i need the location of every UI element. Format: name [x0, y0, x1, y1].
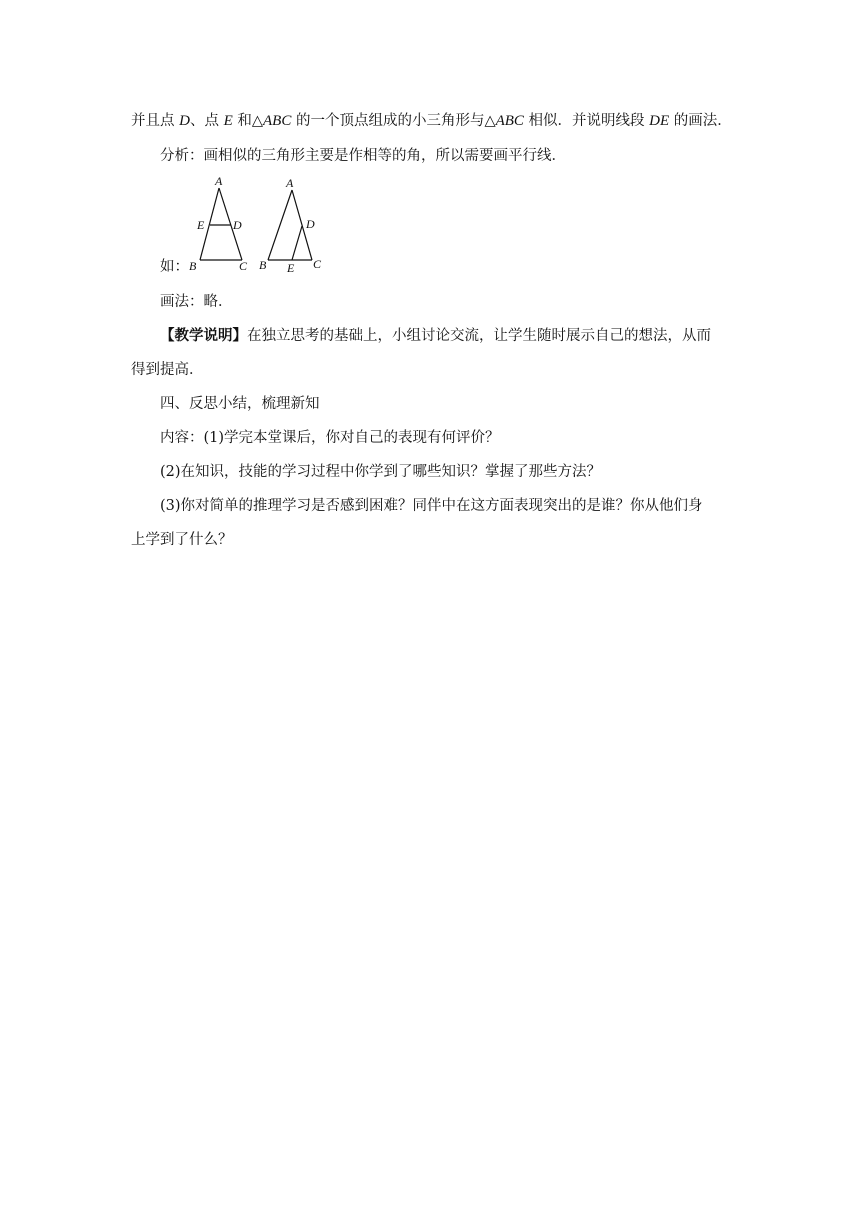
right-label-d: D	[306, 217, 315, 231]
teaching-note-line2: 得到提高．	[131, 362, 204, 378]
right-label-b: B	[259, 258, 267, 272]
left-label-d: D	[233, 218, 242, 232]
text-segment: 的画法．	[669, 113, 732, 129]
teaching-note-text: 在独立思考的基础上，小组讨论交流，让学生随时展示自己的想法，从而	[247, 328, 711, 344]
method-paragraph: 画法：略．	[160, 294, 233, 310]
left-label-a: A	[215, 174, 223, 188]
left-label-e: E	[197, 218, 205, 232]
text-segment: 相似．并说明线段	[523, 113, 650, 129]
content-question-1: 内容：(1)学完本堂课后，你对自己的表现有何评价？	[160, 430, 500, 446]
teaching-note-label: 【教学说明】	[160, 327, 247, 344]
text-segment: 和△	[232, 113, 263, 129]
section-heading: 四、反思小结，梳理新知	[160, 396, 320, 412]
question-3-line1: (3)你对简单的推理学习是否感到困难？同伴中在这方面表现突出的是谁？你从他们身	[160, 498, 703, 514]
triangles-diagram	[186, 172, 336, 278]
similar-triangles-figure	[186, 172, 336, 282]
question-2: (2)在知识，技能的学习过程中你学到了哪些知识？掌握了那些方法？	[160, 464, 602, 480]
question-3-line2: 上学到了什么？	[131, 532, 233, 548]
right-label-a: A	[286, 176, 294, 190]
right-label-e: E	[287, 261, 295, 275]
text-segment: 的一个顶点组成的小三角形与△	[291, 113, 496, 129]
point-label-e: E	[223, 113, 233, 129]
right-label-c: C	[313, 257, 322, 271]
analysis-paragraph: 分析：画相似的三角形主要是作相等的角，所以需要画平行线．	[160, 148, 566, 164]
left-label-b: B	[189, 259, 197, 273]
segment-label-de: DE	[649, 113, 670, 129]
example-label: 如：	[160, 259, 189, 275]
point-label-d: D	[179, 113, 190, 129]
right-triangle-segment-de	[292, 226, 302, 260]
triangle-name-abc: ABC	[495, 113, 524, 129]
teaching-note-line1	[160, 326, 711, 346]
text-segment: 并且点	[131, 113, 180, 129]
left-label-c: C	[239, 259, 248, 273]
triangle-name-abc: ABC	[263, 113, 292, 129]
problem-statement-line	[131, 111, 732, 131]
text-segment: 、点	[189, 113, 224, 129]
right-triangle-side-ab	[268, 190, 292, 260]
